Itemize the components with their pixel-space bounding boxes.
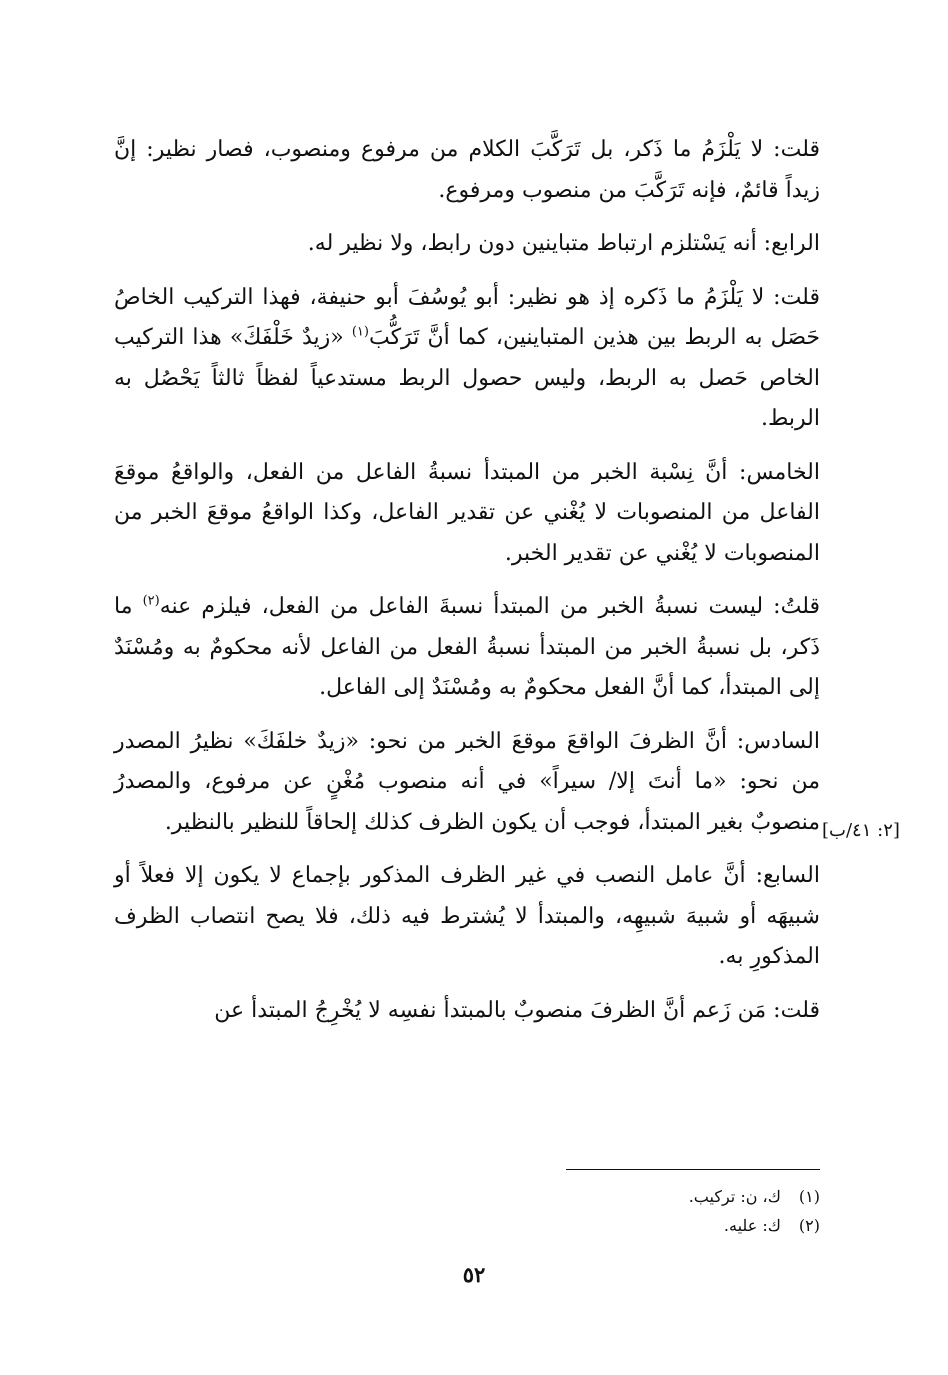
manuscript-margin-reference: [٢: ٤١/ب] — [822, 820, 900, 841]
main-text — [114, 130, 820, 1031]
paragraph-text: قلت: لا يَلْزَمُ ما ذَكر، بل تَرَكَّبَ الكلام من مرفوع ومنصوب، فصار نظير: إنَّ زيداً قائمٌ، فإنه تَرَكَّبَ من منصوب ومرفوع. — [114, 137, 820, 203]
footnote-reference-1[interactable]: (١) — [351, 324, 369, 340]
paragraph-1 — [114, 130, 820, 211]
paragraph-text: قلت: مَن زَعم أنَّ الظرفَ منصوبٌ بالمبتدأ نفسِه لا يُخْرِجُ المبتدأ عن — [214, 997, 820, 1023]
paragraph-text: الرابع: أنه يَسْتلزم ارتباط متباينين دون رابط، ولا نظير له. — [307, 231, 820, 256]
footnote-2 — [566, 1211, 820, 1240]
page-number: ٥٢ — [462, 1262, 486, 1287]
paragraph-text: قلت: لا يَلْزَمُ ما ذَكره إذ هو نظير: أبو يُوسُفَ أبو حنيفة، فهذا التركيب الخاصُ حَصَل به الربط بين هذين المتباينين، كما أنَّ تَرَكُّبَ — [114, 284, 820, 350]
paragraph-6 — [114, 722, 820, 844]
footnote-separator-rule — [566, 1169, 820, 1170]
paragraph-5 — [114, 587, 820, 709]
paragraph-text: السادس: أنَّ الظرفَ الواقعَ موقعَ الخبر من نحو: «زيدٌ خلفَكَ» نظيرُ المصدر من نحو: «ما أنتَ إلا/ سيراً» في أنه منصوب مُغْنٍ عن مرفوع، والمصدرُ منصوبٌ بغير المبتدأ، فوجب أن يكون الظرف كذلك إلحاقاً للنظير بالنظير. — [114, 728, 820, 835]
paragraph-text: قلتُ: ليست نسبةُ الخبر من المبتدأ نسبةَ الفاعل من الفعل، فيلزم عنه — [159, 594, 820, 619]
paragraph-3 — [114, 278, 820, 440]
footnote-reference-2[interactable]: (٢) — [142, 593, 160, 609]
paragraph-text: السابع: أنَّ عامل النصب في غير الظرف المذكور بإجماع لا يكون إلا فعلاً أو شبيهَه أو شبيهَ شبيهِه، والمبتدأ لا يُشترط فيه ذلك، فلا يصح انتصاب الظرف المذكورِ به. — [114, 863, 820, 969]
footnote-number: (١) — [798, 1187, 820, 1206]
footnote-text: ك: عليه. — [723, 1216, 781, 1235]
paragraph-4 — [114, 453, 820, 575]
paragraph-7 — [114, 856, 820, 978]
paragraph-8 — [114, 991, 820, 1032]
footnotes — [566, 1182, 820, 1240]
footnote-1 — [566, 1182, 820, 1211]
footnote-number: (٢) — [798, 1216, 820, 1235]
paragraph-text-continued: ما ذَكر، بل نسبةُ الخبر من المبتدأ نسبةُ الفعل من الفاعل لأنه محكومٌ به ومُسْنَدٌ إلى المبتدأ، كما أنَّ الفعل محكومٌ به ومُسْنَدٌ إلى الفاعل. — [114, 594, 820, 700]
paragraph-text: الخامس: أنَّ نِسْبة الخبر من المبتدأ نسبةُ الفاعل من الفعل، والواقعُ موقعَ الفاعل من المنصوبات لا يُغْني عن تقدير الفاعل، وكذا الواقعُ موقعَ الخبر من المنصوبات لا يُغْني عن تقدير الخبر. — [114, 459, 820, 566]
paragraph-2 — [114, 224, 820, 265]
paragraph-text-continued: «زيدٌ خَلْفَكَ» هذا التركيب الخاص حَصل به الربط، وليس حصول الربط مستدعياً لفظاً ثالثاً يَحْصُل به الربط. — [114, 325, 820, 431]
footnote-text: ك، ن: تركيب. — [688, 1187, 781, 1206]
